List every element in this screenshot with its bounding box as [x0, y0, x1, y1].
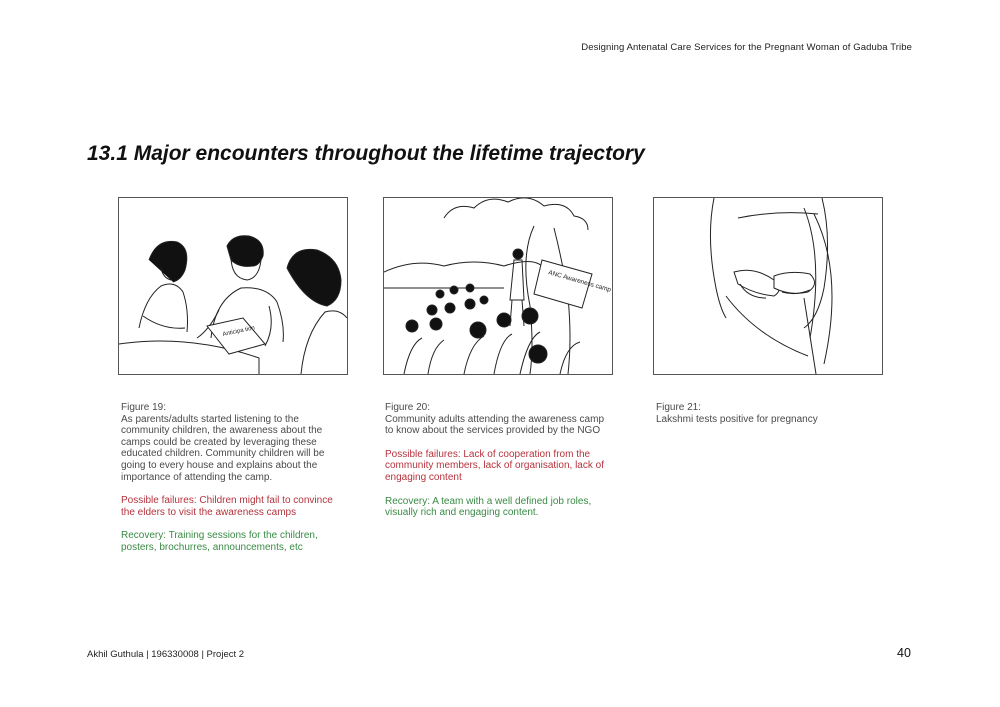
running-header: Designing Antenatal Care Services for the Pregnant Woman of Gaduba Tribe: [581, 42, 912, 53]
possible-failures: Possible failures: Lack of cooperation from the community members, lack of organisation, lack of engaging content: [385, 448, 604, 483]
figure-21-illustration: [653, 197, 883, 375]
figure-19-caption: [121, 402, 346, 566]
recovery: Recovery: A team with a well defined job roles, visually rich and engaging content.: [385, 495, 592, 519]
footer-author: Akhil Guthula | 196330008 | Project 2: [87, 649, 245, 660]
page-number: 40: [897, 646, 911, 660]
figure-description: Lakshmi tests positive for pregnancy: [656, 413, 818, 425]
possible-failures: Possible failures: Children might fail to convince the elders to visit the awareness camps: [121, 495, 333, 518]
camp-sign-label: ANC Awareness camp: [547, 269, 612, 294]
figure-description: As parents/adults started listening to the community children, the awareness about the camps could be created by leveraging these educated children. Community children will be going to every house and explains about the importance of attending the camp.: [121, 413, 325, 483]
figure-description: Community adults attending the awareness camp to know about the services provided by the NGO: [385, 413, 605, 437]
figure-21-caption: [656, 402, 881, 437]
section-title: 13.1 Major encounters throughout the lifetime trajectory: [87, 142, 645, 165]
figure-number: Figure 20:: [385, 402, 431, 413]
figure-19-illustration: [118, 197, 348, 375]
figure-20-illustration: [383, 197, 613, 375]
recovery: Recovery: Training sessions for the children, posters, brochurres, announcements, etc: [121, 530, 318, 553]
figure-number: Figure 21:: [656, 402, 702, 413]
figure-20-caption: [385, 402, 610, 531]
paper-label: Anticipa tion: [222, 325, 256, 338]
figure-number: Figure 19:: [121, 402, 167, 413]
